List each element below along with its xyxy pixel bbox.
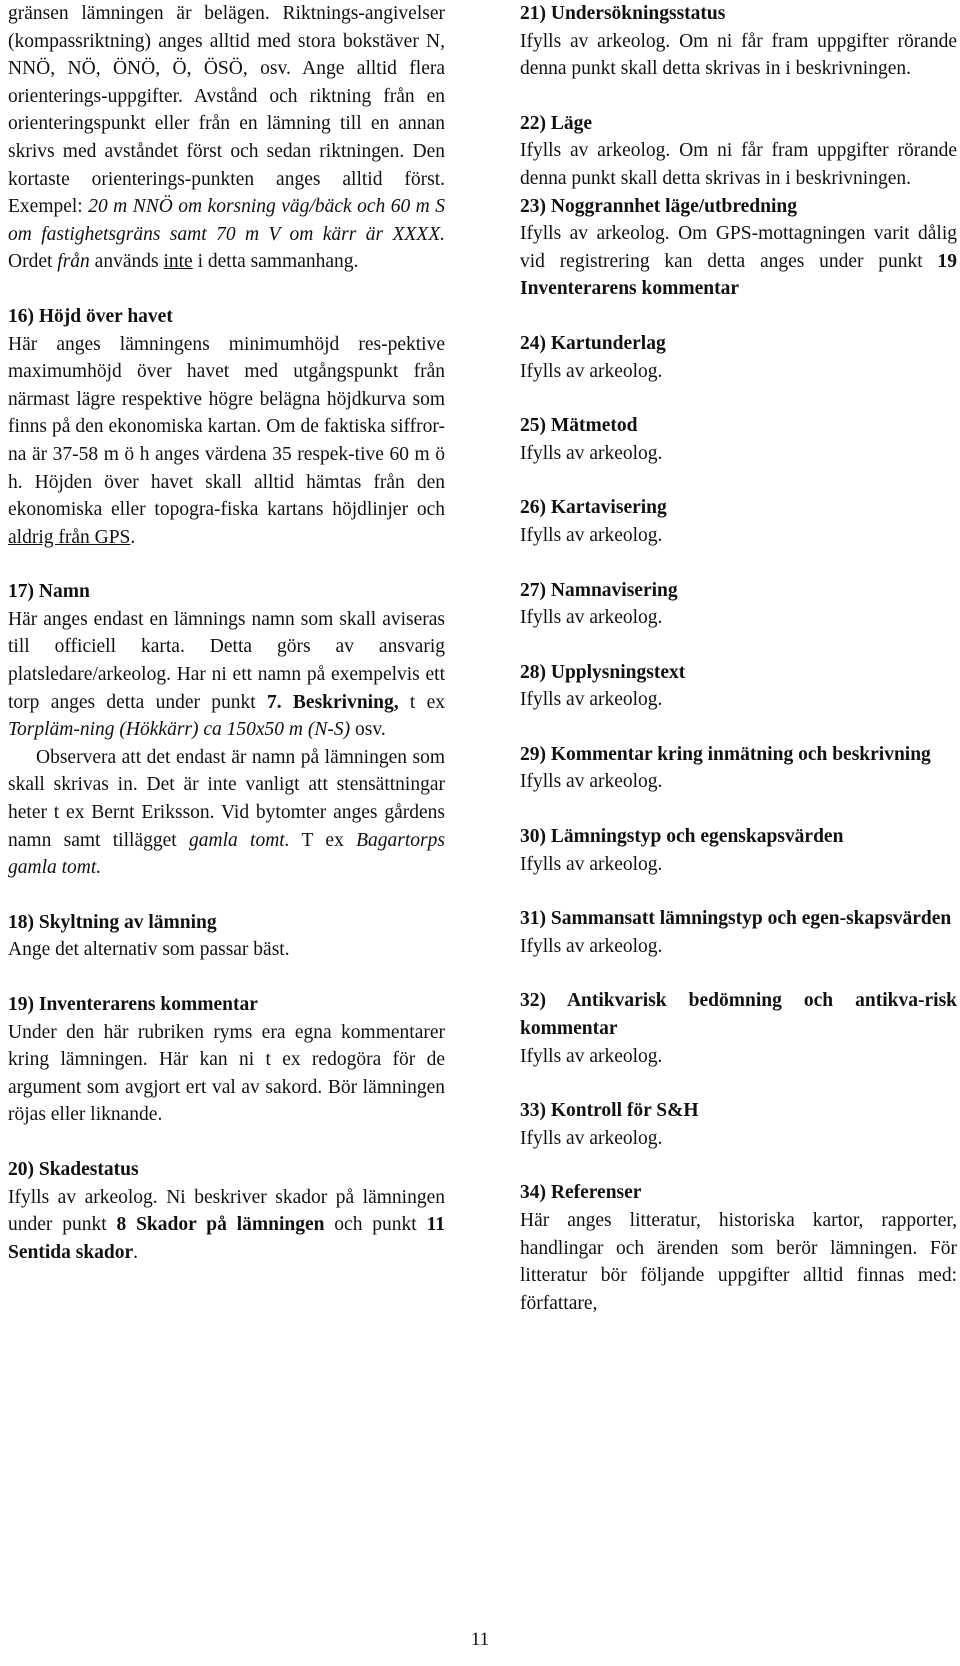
section-21 (520, 0, 957, 83)
section-20-body-2: och punkt (324, 1214, 427, 1236)
intro-text-3: används (89, 251, 164, 273)
section-24-heading: 24) Kartunderlag (520, 332, 666, 354)
section-20-heading: 20) Skadestatus (8, 1158, 139, 1180)
section-25 (520, 412, 957, 467)
intro-example: 20 m NNÖ om korsning väg/bäck och 60 m S om fastighetsgräns samt 70 m V om kärr är XXXX. (8, 196, 445, 245)
section-17 (8, 578, 445, 882)
section-18-body: Ange det alternativ som passar bäst. (8, 939, 290, 961)
section-32 (520, 987, 957, 1070)
intro-text-4: i detta sammanhang. (192, 251, 359, 273)
section-20-body: Ifylls av arkeolog. Ni beskriver skador på lämningen under punkt (8, 1186, 445, 1236)
page-number: 11 (470, 1629, 490, 1650)
section-16-heading: 16) Höjd över havet (8, 305, 173, 327)
intro-text: gränsen lämningen är belägen. Riktnings-angivelser (kompassriktning) anges alltid med stora bokstäver N, NNÖ, NÖ, ÖNÖ, Ö, ÖSÖ, osv. Ange alltid flera orienterings-uppgifter. Avstånd och riktning från en orienteringspunkt eller från en lämning till en annan skrivs med avståndet först och sedan riktningen. Den kortaste orienterings-punkten anges alltid först. Exempel: (8, 3, 445, 218)
section-20 (8, 1156, 445, 1266)
section-28-heading: 28) Upplysningstext (520, 661, 686, 683)
section-29 (520, 741, 957, 796)
section-18-heading: 18) Skyltning av lämning (8, 911, 217, 933)
section-31 (520, 905, 957, 960)
section-26-heading: 26) Kartavisering (520, 497, 667, 519)
intro-fran: från (57, 251, 90, 273)
section-31-heading: 31) Sammansatt lämningstyp och egen-skapsvärden (520, 908, 952, 930)
section-26 (520, 494, 957, 549)
section-21-body: Ifylls av arkeolog. Om ni får fram uppgifter rörande denna punkt skall detta skrivas in i beskrivningen. (520, 30, 957, 80)
section-25-body: Ifylls av arkeolog. (520, 442, 663, 464)
section-23-bold: 19 Inventerarens kommentar (520, 250, 957, 300)
section-18 (8, 909, 445, 964)
section-31-body: Ifylls av arkeolog. (520, 935, 663, 957)
section-32-body: Ifylls av arkeolog. (520, 1045, 663, 1067)
section-19 (8, 991, 445, 1129)
section-25-heading: 25) Mätmetod (520, 415, 638, 437)
section-20-bold-2: 11 Sentida skador (8, 1214, 445, 1263)
section-17-italic: Torpläm-ning (Hökkärr) ca 150x50 m (N-S) (8, 719, 351, 741)
section-30 (520, 823, 957, 878)
section-23 (520, 193, 957, 303)
section-23-heading: 23) Noggrannhet läge/utbredning (520, 195, 797, 217)
left-column (8, 0, 445, 1293)
section-24 (520, 330, 957, 385)
section-27-body: Ifylls av arkeolog. (520, 607, 663, 629)
intro-inte: inte (163, 251, 193, 273)
section-24-body: Ifylls av arkeolog. (520, 360, 663, 382)
intro-text-2: Ordet (8, 251, 58, 273)
section-29-heading: 29) Kommentar kring inmätning och beskrivning (520, 743, 931, 765)
section-22-body: Ifylls av arkeolog. Om ni får fram uppgifter rörande denna punkt skall detta skrivas in i beskrivningen. (520, 140, 957, 189)
section-27-heading: 27) Namnavisering (520, 579, 678, 601)
section-17-note-2: T ex (289, 829, 357, 851)
section-20-bold: 8 Skador på lämningen (116, 1214, 325, 1236)
section-28 (520, 659, 957, 714)
section-19-body: Under den här rubriken ryms era egna kommentarer kring lämningen. Här kan ni t ex redogöra för de argument som avgjort ert val av sakord. Bör lämningen röjas eller liknande. (8, 1021, 445, 1126)
section-16 (8, 303, 445, 551)
section-17-bold: 7. Beskrivning, (267, 691, 399, 713)
section-17-body-2: t ex (398, 691, 445, 713)
section-34 (520, 1179, 957, 1317)
section-16-underline: aldrig från GPS (8, 526, 131, 548)
intro-paragraph (8, 0, 445, 276)
section-21-heading: 21) Undersökningsstatus (520, 3, 726, 24)
section-30-heading: 30) Lämningstyp och egenskapsvärden (520, 826, 844, 848)
section-30-body: Ifylls av arkeolog. (520, 853, 663, 875)
section-34-body: Här anges litteratur, historiska kartor, rapporter, handlingar och ärenden som berör lämningen. För litteratur bör följande uppgifter alltid finnas med: författare, (520, 1210, 957, 1314)
section-22 (520, 110, 957, 193)
section-17-body: Här anges endast en lämnings namn som skall aviseras till officiell karta. Detta görs av ansvarig platsledare/arkeolog. Har ni ett namn på exempelvis ett torp anges detta under punkt (8, 608, 445, 713)
section-20-body-3: . (133, 1241, 139, 1263)
section-33-heading: 33) Kontroll för S&H (520, 1100, 699, 1122)
section-23-body: Ifylls av arkeolog. Om GPS-mottagningen varit dålig vid registrering kan detta anges under punkt (520, 223, 957, 272)
section-16-end: . (130, 526, 136, 548)
section-17-note-italic-2: Bagartorps gamla tomt. (8, 829, 445, 879)
section-19-heading: 19) Inventerarens kommentar (8, 994, 258, 1015)
section-17-body-3: osv. (350, 719, 386, 741)
section-32-heading: 32) Antikvarisk bedömning och antikva-risk kommentar (520, 990, 957, 1040)
right-column (520, 0, 957, 1344)
section-33 (520, 1097, 957, 1152)
section-16-body: Här anges lämningens minimumhöjd res-pektive maximumhöjd över havet med utgångspunkt från närmast lägre respektive högre belägna höjdkurva som finns på den ekonomiska kartan. Om de faktiska siffror-na är 37-58 m ö h anges värdena 35 respek-tive 60 m ö h. Höjden över havet skall alltid hämtas från den ekonomiska eller topogra-fiska kartans höjdlinjer och (8, 333, 445, 521)
section-27 (520, 577, 957, 632)
section-17-note-italic: gamla tomt. (188, 829, 290, 851)
section-28-body: Ifylls av arkeolog. (520, 689, 663, 711)
section-22-heading: 22) Läge (520, 112, 593, 134)
section-33-body: Ifylls av arkeolog. (520, 1127, 663, 1149)
section-17-note: Observera att det endast är namn på lämningen som skall skrivas in. Det är inte vanligt att stensättningar heter t ex Bernt Eriksson. Vid bytomter anges gårdens namn samt tillägget (8, 746, 445, 851)
section-17-heading: 17) Namn (8, 581, 90, 603)
section-29-body: Ifylls av arkeolog. (520, 771, 663, 793)
section-34-heading: 34) Referenser (520, 1182, 642, 1204)
section-26-body: Ifylls av arkeolog. (520, 524, 663, 546)
